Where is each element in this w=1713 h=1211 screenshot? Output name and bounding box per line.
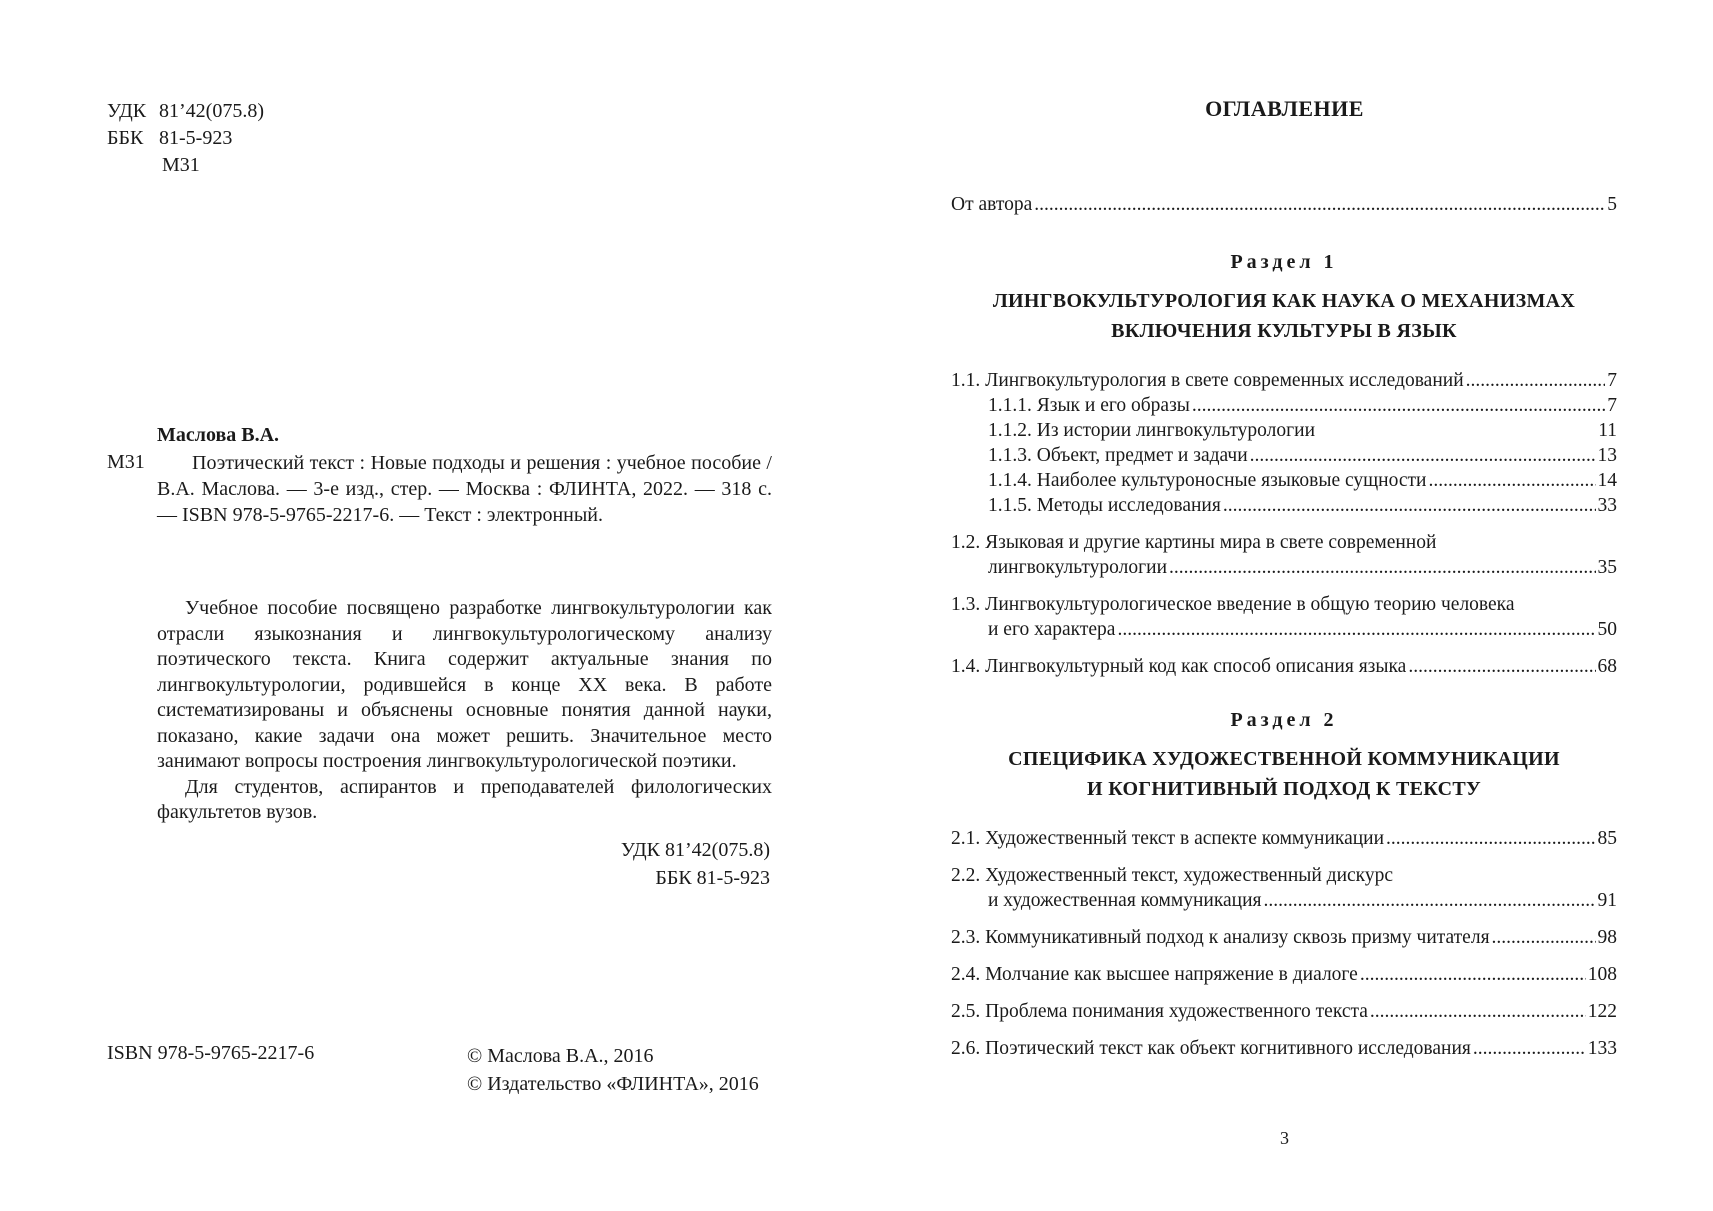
bbk-label: ББК	[107, 127, 144, 149]
toc-entry-1-1-1[interactable]	[951, 393, 1617, 418]
toc-entry-label: 1.1.1. Язык и его образы	[988, 395, 1190, 416]
classification-codes	[107, 98, 264, 179]
udk-value: 81’42(075.8)	[159, 100, 264, 122]
toc-page-number: 11	[1598, 420, 1617, 441]
section-1-heading: Раздел 1	[1230, 251, 1338, 273]
table-of-contents	[951, 192, 1617, 1061]
toc-page-number: 7	[1607, 395, 1617, 416]
udk-label: УДК	[107, 100, 147, 122]
toc-entry-1-1-3[interactable]	[951, 443, 1617, 468]
author-mark: М31	[162, 154, 200, 176]
toc-page-number: 85	[1597, 828, 1617, 849]
leader-dots	[1169, 555, 1595, 580]
leader-dots	[1360, 962, 1586, 987]
leader-dots	[1466, 368, 1606, 393]
classification-codes-bottom	[560, 836, 770, 892]
annotation	[157, 596, 772, 826]
leader-dots	[1117, 617, 1595, 642]
copyright-publisher: © Издательство «ФЛИНТА», 2016	[467, 1073, 759, 1095]
toc-page-number: 98	[1597, 927, 1617, 948]
toc-page-number: 5	[1607, 194, 1617, 215]
contents-page	[856, 0, 1713, 1211]
toc-page-number: 35	[1597, 557, 1617, 578]
toc-entry-label: 1.1.2. Из истории лингвокультурологии	[988, 420, 1316, 441]
toc-entry-label: 1.2. Языковая и другие картины мира в свете современной	[951, 532, 1437, 553]
toc-entry-2-4[interactable]	[951, 962, 1617, 987]
isbn: ISBN 978-5-9765-2217-6	[107, 1042, 315, 1064]
toc-page-number: 122	[1587, 1001, 1617, 1022]
toc-entry-label: 2.1. Художественный текст в аспекте коммуникации	[951, 828, 1385, 849]
toc-entry-label: 1.1.3. Объект, предмет и задачи	[988, 445, 1248, 466]
toc-entry-label: 1.4. Лингвокультурный код как способ описания языка	[951, 656, 1407, 677]
toc-page-number: 14	[1597, 470, 1617, 491]
contents-title: ОГЛАВЛЕНИЕ	[1205, 96, 1364, 121]
toc-entry-label-continued: лингвокультурологии	[988, 557, 1168, 578]
leader-dots	[1223, 493, 1596, 518]
toc-entry-1-1[interactable]	[951, 368, 1617, 393]
imprint-page	[0, 0, 856, 1211]
leader-dots	[1264, 888, 1596, 913]
page-number: 3	[1280, 1128, 1289, 1148]
section-2-title-line: И КОГНИТИВНЫЙ ПОДХОД К ТЕКСТУ	[1087, 778, 1481, 800]
toc-entry-1-3[interactable]	[951, 592, 1617, 642]
toc-entry-label: 1.1.5. Методы исследования	[988, 495, 1221, 516]
leader-dots	[1386, 826, 1595, 851]
section-1-title-line: ЛИНГВОКУЛЬТУРОЛОГИЯ КАК НАУКА О МЕХАНИЗМАХ	[992, 290, 1576, 312]
toc-entry-label-continued: и его характера	[988, 619, 1116, 640]
toc-entry-1-1-5[interactable]	[951, 493, 1617, 518]
leader-dots	[1370, 999, 1586, 1024]
section-2-heading: Раздел 2	[1230, 709, 1338, 731]
toc-entry-2-5[interactable]	[951, 999, 1617, 1024]
toc-entry-label: 2.6. Поэтический текст как объект когнитивного исследования	[951, 1038, 1471, 1059]
toc-page-number: 13	[1597, 445, 1617, 466]
annotation-audience: Для студентов, аспирантов и преподавателей филологических факультетов вузов.	[157, 775, 772, 823]
toc-page-number: 50	[1597, 619, 1617, 640]
toc-entry-2-3[interactable]	[951, 925, 1617, 950]
toc-page-number: 68	[1597, 656, 1617, 677]
toc-entry-label: 1.1.4. Наиболее культуроносные языковые сущности	[988, 470, 1427, 491]
section-1-title-line: ВКЛЮЧЕНИЯ КУЛЬТУРЫ В ЯЗЫК	[1111, 320, 1457, 342]
leader-dots	[1192, 393, 1605, 418]
section-1-title	[951, 286, 1617, 346]
leader-dots	[1473, 1036, 1586, 1061]
toc-page-number: 91	[1597, 890, 1617, 911]
leader-dots	[1428, 468, 1595, 493]
toc-entry-label: 1.3. Лингвокультурологическое введение в общую теорию человека	[951, 594, 1515, 615]
section-2-title	[951, 744, 1617, 804]
toc-entry-label: 2.4. Молчание как высшее напряжение в диалоге	[951, 964, 1358, 985]
toc-entry-1-1-4[interactable]	[951, 468, 1617, 493]
leader-dots	[1492, 925, 1596, 950]
udk-bottom: УДК 81’42(075.8)	[620, 839, 770, 861]
toc-entry-1-4[interactable]	[951, 654, 1617, 679]
section-2-title-line: СПЕЦИФИКА ХУДОЖЕСТВЕННОЙ КОММУНИКАЦИИ	[1008, 748, 1560, 770]
toc-entry-intro[interactable]	[951, 192, 1617, 217]
toc-entry-label-continued: и художественная коммуникация	[988, 890, 1262, 911]
annotation-paragraph: Учебное пособие посвящено разработке лингвокультурологии как отрасли языкознания и лингвокультурологическому анализу поэтического текста. Книга содержит актуальные знания по лингвокультурологии, родившейся в конце XX века. В работе систематизированы и объяснены основные понятия данной науки, показано, какие задачи она может решить. Значительное место занимают вопросы построения лингвокультурологической поэтики.	[157, 597, 772, 772]
toc-entry-2-1[interactable]	[951, 826, 1617, 851]
toc-entry-1-1-2[interactable]	[951, 418, 1617, 443]
leader-dots	[1250, 443, 1596, 468]
toc-entry-label: 1.1. Лингвокультурология в свете современных исследований	[951, 370, 1464, 391]
toc-entry-2-6[interactable]	[951, 1036, 1617, 1061]
copyright-author: © Маслова В.А., 2016	[467, 1045, 654, 1067]
bbk-value: 81-5-923	[159, 127, 233, 149]
author-name: Маслова В.А.	[157, 424, 280, 446]
bib-author-mark: М31	[107, 451, 145, 473]
toc-entry-label: 2.5. Проблема понимания художественного текста	[951, 1001, 1368, 1022]
toc-entry-1-2[interactable]	[951, 530, 1617, 580]
toc-entry-label: 2.2. Художественный текст, художественный дискурс	[951, 865, 1394, 886]
toc-entry-label: 2.3. Коммуникативный подход к анализу сквозь призму читателя	[951, 927, 1490, 948]
bibliographic-description: Поэтический текст : Новые подходы и решения : учебное пособие / В.А. Маслова. — 3-е изд., стер. — Москва : ФЛИНТА, 2022. — 318 с. — ISBN 978-5-9765-2217-6. — Текст : электронный.	[157, 452, 772, 526]
toc-entry-label: От автора	[951, 194, 1033, 215]
toc-page-number: 108	[1587, 964, 1617, 985]
toc-page-number: 33	[1597, 495, 1617, 516]
toc-page-number: 133	[1587, 1038, 1617, 1059]
bbk-bottom: ББК 81-5-923	[655, 867, 770, 889]
copyright-block	[467, 1042, 759, 1098]
leader-dots	[1408, 654, 1595, 679]
toc-page-number: 7	[1607, 370, 1617, 391]
leader-dots	[1034, 192, 1605, 217]
toc-entry-2-2[interactable]	[951, 863, 1617, 913]
